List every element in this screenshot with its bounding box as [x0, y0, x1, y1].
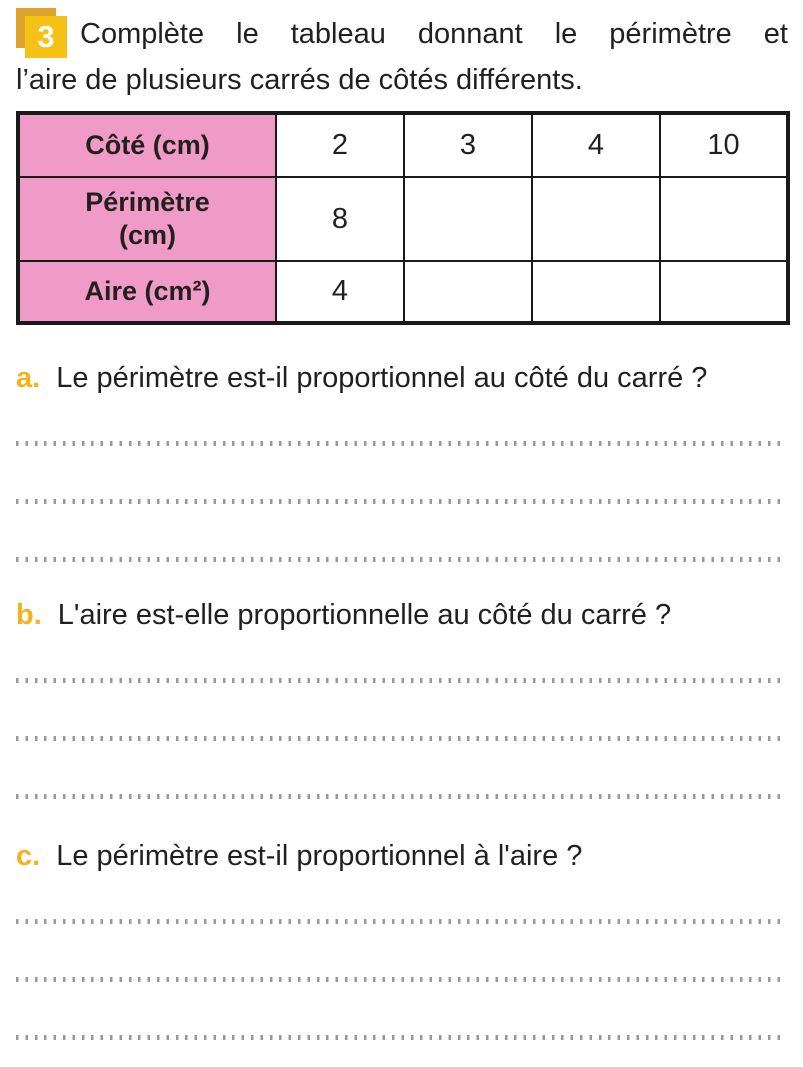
- perimetre-empty-cell-2[interactable]: [404, 177, 532, 261]
- row-header-aire: Aire (cm²): [18, 261, 276, 323]
- answer-line[interactable]: [16, 499, 787, 504]
- question-a-label: a.: [16, 362, 41, 394]
- answer-line[interactable]: [16, 441, 787, 446]
- answer-line[interactable]: [16, 678, 787, 683]
- row-header-cote: Côté (cm): [18, 113, 276, 177]
- aire-empty-cell-3[interactable]: [532, 261, 660, 323]
- cote-value-2: 3: [404, 113, 532, 177]
- table-row-perimetre: [18, 177, 788, 261]
- exercise-number-badge: [16, 8, 68, 60]
- answer-line[interactable]: [16, 919, 787, 924]
- answer-line[interactable]: [16, 1035, 787, 1040]
- row-header-perimetre: [18, 177, 276, 261]
- question-a: [16, 361, 788, 395]
- question-a-text: Le périmètre est-il proportionnel au côté du carré ?: [56, 362, 708, 394]
- aire-empty-cell-4[interactable]: [660, 261, 788, 323]
- cote-value-4: 10: [660, 113, 788, 177]
- answer-line[interactable]: [16, 977, 787, 982]
- aire-empty-cell-2[interactable]: [404, 261, 532, 323]
- perimetre-empty-cell-4[interactable]: [660, 177, 788, 261]
- question-b-label: b.: [16, 599, 42, 631]
- exercise-title-line2: l’aire de plusieurs carrés de côtés différents.: [16, 64, 583, 96]
- question-c: [16, 839, 788, 873]
- question-b-text: L'aire est-elle proportionnelle au côté du carré ?: [57, 599, 672, 631]
- answer-line[interactable]: [16, 736, 787, 741]
- perimeter-area-table: [16, 111, 790, 325]
- table-row-aire: [18, 261, 788, 323]
- cote-value-1: 2: [276, 113, 404, 177]
- question-b: [16, 598, 788, 632]
- answer-line[interactable]: [16, 794, 787, 799]
- question-c-text: Le périmètre est-il proportionnel à l'aire ?: [56, 840, 583, 872]
- perimetre-empty-cell-3[interactable]: [532, 177, 660, 261]
- cote-value-3: 4: [532, 113, 660, 177]
- aire-value-1: 4: [276, 261, 404, 323]
- table-row-cote: [18, 113, 788, 177]
- exercise-header: [16, 8, 788, 60]
- exercise-title-line1: Complète le tableau donnant le périmètre et: [80, 18, 788, 50]
- answer-line[interactable]: [16, 557, 787, 562]
- perimetre-value-1: 8: [276, 177, 404, 261]
- row-header-perimetre-label: Périmètre (cm): [85, 187, 210, 250]
- question-c-label: c.: [16, 840, 41, 872]
- exercise-number: 3: [25, 16, 67, 58]
